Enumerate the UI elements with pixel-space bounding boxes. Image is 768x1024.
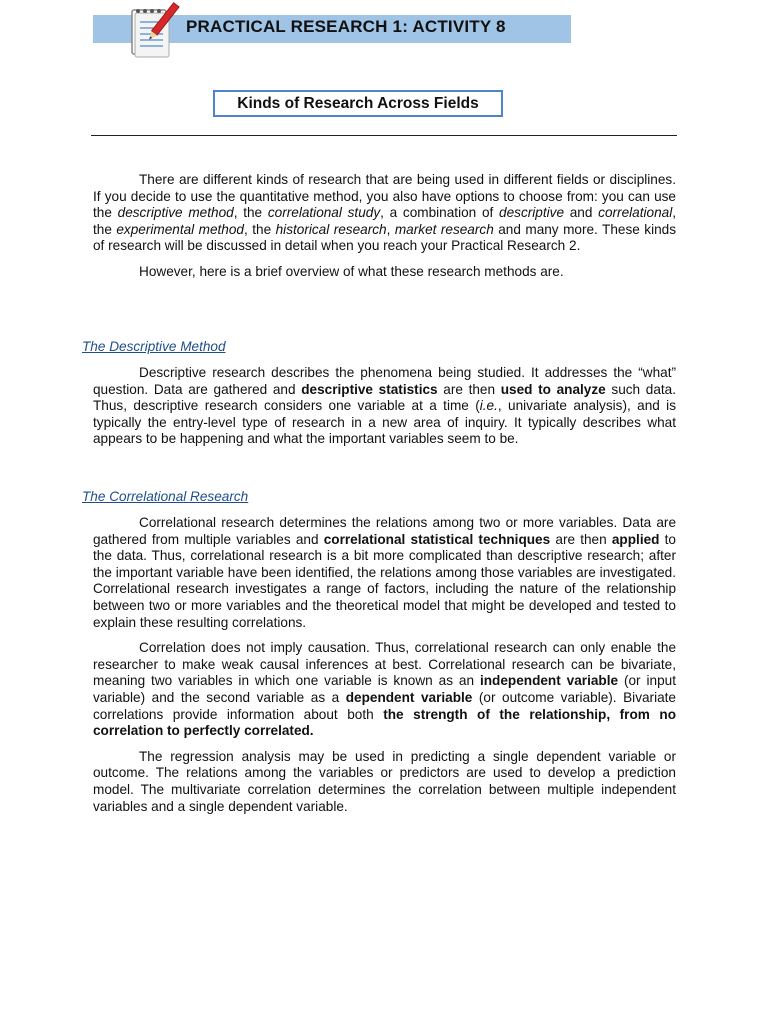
section-heading-correlational: The Correlational Research xyxy=(82,489,249,504)
section-heading-descriptive: The Descriptive Method xyxy=(82,339,226,354)
page-title: PRACTICAL RESEARCH 1: ACTIVITY 8 xyxy=(186,17,506,36)
correlational-paragraph-1: Correlational research determines the relations among two or more variables. Data are gathered from multiple variables and correlational statistical techniques are then applied to the data. Thus, correlational research is a bit more complicated than descriptive research; after the important variable have been identified, the relations among those variables are investigated. Correlational research investigates a range of factors, including the nature of the relationship between two or more variables and the theoretical model that might be developed and tested to explain these resulting correlations. xyxy=(93,515,676,630)
divider xyxy=(91,135,677,136)
intro-paragraph-2: However, here is a brief overview of what these research methods are. xyxy=(139,263,564,279)
notepad-pencil-icon xyxy=(126,2,180,58)
descriptive-section xyxy=(93,365,676,448)
descriptive-paragraph: Descriptive research describes the phenomena being studied. It addresses the “what” question. Data are gathered and descriptive statistics are then used to analyze such data. Thus, descriptive research considers one variable at a time (i.e., univariate analysis), and is typically the entry-level type of research in a new area of inquiry. It typically describes what appears to be happening and what the important variables seem to be. xyxy=(93,365,677,447)
correlational-paragraph-3: The regression analysis may be used in predicting a single dependent variable or outcome. The relations among the variables or predictors are used to develop a prediction model. The multivariate correlation determines the correlation between multiple independent variables and a single dependent variable. xyxy=(93,748,676,814)
intro-paragraph-1: There are different kinds of research that are being used in different fields or disciplines. If you decide to use the quantitative method, you also have options to choose from: you can use the descriptive method, the correlational study, a combination of descriptive and correlational, the experimental method, the historical research, market research and many more. These kinds of research will be discussed in detail when you reach your Practical Research 2. xyxy=(93,172,677,254)
intro-section xyxy=(93,172,676,281)
correlational-paragraph-2: Correlation does not imply causation. Thus, correlational research can only enable the researcher to make weak causal inferences at best. Correlational research can be bivariate, meaning two variables in which one variable is known as an independent variable (or input variable) and the second variable as a dependent variable (or outcome variable). Bivariate correlations provide information about both the strength of the relationship, from no correlation to perfectly correlated. xyxy=(93,640,676,739)
activity-subtitle: Kinds of Research Across Fields xyxy=(213,90,503,117)
correlational-section xyxy=(93,515,676,815)
